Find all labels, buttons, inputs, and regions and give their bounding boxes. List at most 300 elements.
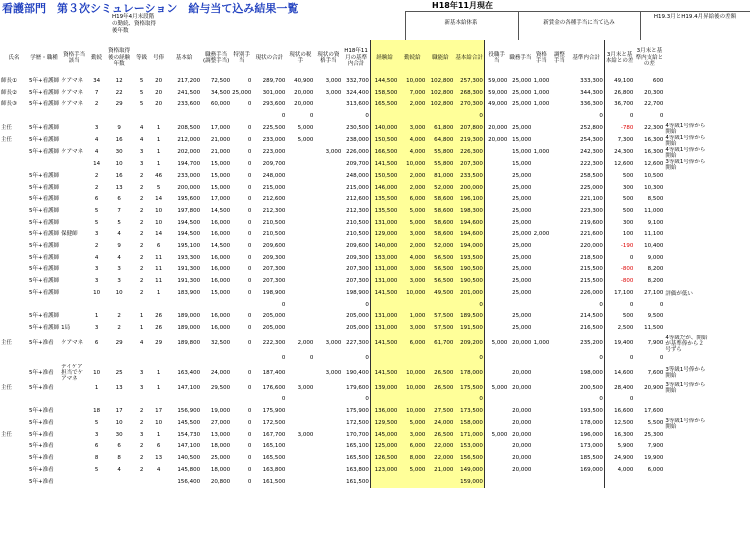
table-cell [0, 229, 28, 241]
table-cell: 5 [94, 466, 99, 473]
table-cell [28, 394, 60, 406]
table-cell: 324,400 [342, 88, 370, 100]
table-cell [0, 206, 28, 218]
table-cell: ケアマネ [61, 89, 84, 96]
table-cell: 0 [281, 113, 286, 120]
table-cell: 11,000 [644, 207, 664, 214]
table-cell: 210,500 [342, 229, 370, 241]
table-cell: 221,100 [568, 194, 604, 206]
table-cell: 0 [247, 478, 252, 485]
table-cell: -190 [620, 243, 634, 250]
table-cell [532, 183, 550, 195]
table-cell: 161,500 [262, 478, 286, 485]
table-cell [150, 394, 167, 406]
table-cell: 58,600 [426, 218, 454, 230]
table-cell: 12,500 [614, 419, 634, 426]
table-cell: 235,200 [568, 335, 604, 353]
table-cell: 166,500 [370, 147, 398, 159]
table-row [0, 183, 709, 195]
table-cell [105, 477, 133, 489]
table-cell: 主任 [1, 431, 13, 438]
table-cell: 2,000 [398, 241, 426, 253]
table-cell: 216,500 [568, 323, 604, 335]
table-cell: 22,000 [426, 441, 454, 453]
table-cell: 145,000 [370, 430, 398, 442]
table-cell: 212,000 [177, 136, 201, 143]
table-cell [550, 264, 568, 276]
table-cell: 29 [155, 339, 163, 346]
table-row [0, 288, 709, 300]
table-cell: 6 [117, 443, 121, 450]
table-row [0, 465, 709, 477]
table-cell: 268,300 [454, 88, 484, 100]
table-cell [484, 253, 508, 265]
table-cell [532, 394, 550, 406]
table-cell [60, 300, 88, 312]
table-cell: 212,300 [262, 207, 286, 214]
table-cell: 25,000 [232, 89, 252, 96]
table-cell: 0 [247, 136, 252, 143]
table-cell: 58,600 [426, 229, 454, 241]
table-cell: 8,500 [647, 196, 664, 203]
table-cell: 30 [115, 431, 123, 438]
table-cell: 2 [139, 231, 144, 238]
table-cell: 17 [115, 408, 123, 415]
table-cell: 20,000 [488, 136, 508, 143]
table-cell: 159,000 [454, 477, 484, 489]
table-cell: 0 [247, 339, 252, 346]
table-cell: 17 [155, 408, 163, 415]
table-cell: 0 [659, 354, 664, 361]
table-cell [532, 453, 550, 465]
table-cell: 5,000 [398, 206, 426, 218]
table-cell [314, 406, 342, 418]
table-cell [60, 253, 88, 265]
table-cell: 4 [139, 124, 144, 131]
table-cell: 55,800 [426, 159, 454, 171]
table-cell [484, 241, 508, 253]
table-cell: 0 [247, 431, 252, 438]
table-cell: 20,000 [512, 431, 532, 438]
table-cell [0, 276, 28, 288]
table-cell: 227,300 [342, 335, 370, 353]
table-cell [484, 159, 508, 171]
table-cell: 21,000 [426, 465, 454, 477]
table-cell [664, 194, 709, 206]
table-cell [664, 323, 709, 335]
table-cell: 131,000 [370, 264, 398, 276]
table-cell: 0 [309, 354, 314, 361]
col-header: 基本給合計 [454, 40, 484, 76]
table-cell [314, 300, 342, 312]
table-row [0, 147, 709, 159]
table-cell: 22,700 [644, 101, 664, 108]
table-cell: 500 [622, 172, 634, 179]
table-cell: 0 [247, 254, 252, 261]
table-cell: 210,500 [262, 219, 286, 226]
table-cell: 13,000 [210, 431, 231, 438]
table-cell: 2,000 [398, 183, 426, 195]
table-cell: 5年+看護師 [29, 101, 60, 108]
table-cell [398, 353, 426, 365]
table-cell: 6 [117, 196, 121, 203]
table-cell [664, 264, 709, 276]
table-cell: 2 [94, 101, 99, 108]
table-cell [370, 394, 398, 406]
page-title: 看護部門 第３次シミュレーション 給与当て込み結果一覧 [2, 2, 299, 15]
table-cell [568, 477, 604, 489]
table-cell: 6,000 [398, 335, 426, 353]
table-cell: 7,600 [647, 369, 664, 376]
table-cell: 207,300 [262, 266, 286, 273]
table-cell [60, 353, 88, 365]
table-cell: 5年+看護師 [29, 324, 60, 331]
table-cell: 102,800 [426, 99, 454, 111]
table-cell: 10,300 [644, 184, 664, 191]
table-cell [484, 406, 508, 418]
table-cell: 215,000 [262, 184, 286, 191]
table-cell: 0 [247, 78, 252, 84]
table-cell [150, 300, 167, 312]
table-cell: 242,300 [568, 147, 604, 159]
table-cell: 3,000 [398, 276, 426, 288]
table-cell: 205,000 [342, 323, 370, 335]
table-cell: 1,000 [533, 339, 550, 346]
table-cell: 14,500 [210, 207, 231, 214]
table-cell: 165,100 [342, 441, 370, 453]
table-cell [550, 206, 568, 218]
table-cell [370, 300, 398, 312]
table-cell: 195,600 [177, 196, 201, 203]
table-cell: 226,000 [342, 147, 370, 159]
table-cell: 24,900 [614, 455, 634, 462]
table-cell: 158,500 [370, 88, 398, 100]
table-cell [426, 300, 454, 312]
col-header: H18年11月の基準内合計 [342, 40, 370, 76]
table-cell: 140,000 [370, 123, 398, 135]
table-cell: 0 [342, 353, 370, 365]
table-cell: 0 [247, 184, 252, 191]
table-cell: 129,000 [370, 229, 398, 241]
table-cell [550, 253, 568, 265]
table-cell: 2 [139, 219, 144, 226]
table-cell: 10 [115, 160, 123, 167]
table-cell: 0 [247, 196, 252, 203]
table-cell: 0 [342, 394, 370, 406]
col-header: 学歴・職種 [30, 54, 58, 61]
table-cell [532, 323, 550, 335]
table-cell: 0 [454, 394, 484, 406]
table-cell [286, 418, 314, 430]
table-cell [314, 206, 342, 218]
table-cell: 220,000 [568, 241, 604, 253]
table-cell: 5,900 [617, 443, 634, 450]
table-cell: 219,600 [568, 218, 604, 230]
table-cell [484, 465, 508, 477]
table-cell [60, 241, 88, 253]
table-cell: 25,000 [512, 313, 532, 320]
table-cell: 3,000 [325, 89, 342, 96]
table-cell: 1,000 [398, 311, 426, 323]
table-cell [550, 88, 568, 100]
table-cell: 5 [94, 419, 99, 426]
table-cell: 198,900 [262, 289, 286, 296]
table-cell: 4 [117, 466, 121, 473]
table-cell [664, 453, 709, 465]
table-cell [201, 300, 231, 312]
table-cell [231, 300, 252, 312]
table-row [0, 406, 709, 418]
table-cell [664, 253, 709, 265]
table-cell [314, 159, 342, 171]
table-cell [484, 194, 508, 206]
table-cell: 0 [247, 148, 252, 155]
table-cell: 14 [155, 196, 163, 203]
table-cell: 20,900 [644, 384, 664, 391]
table-cell [532, 430, 550, 442]
table-cell: 129,500 [370, 418, 398, 430]
table-cell [0, 418, 28, 430]
table-cell: 141,500 [370, 335, 398, 353]
group-divider [518, 11, 519, 40]
table-cell: 22,300 [644, 124, 664, 131]
table-cell: 0 [247, 219, 252, 226]
table-row [0, 382, 709, 394]
table-cell [550, 183, 568, 195]
table-cell [60, 418, 88, 430]
table-cell [532, 311, 550, 323]
table-cell: 21,000 [210, 136, 231, 143]
table-cell: 0 [247, 443, 252, 450]
table-cell: 56,500 [426, 276, 454, 288]
table-cell [314, 135, 342, 147]
table-cell [484, 147, 508, 159]
table-cell: 156,900 [177, 408, 201, 415]
table-cell: ケアマネ [61, 78, 84, 84]
table-cell: 0 [454, 353, 484, 365]
table-cell: 0 [247, 369, 252, 376]
table-cell [314, 171, 342, 183]
diff-group-label: H19.3月とH19.4月昇給後の差額 [653, 14, 737, 20]
table-cell: 313,600 [342, 99, 370, 111]
table-row [0, 88, 709, 100]
table-cell: 221,600 [568, 229, 604, 241]
table-cell [508, 353, 532, 365]
table-cell: 215,500 [568, 264, 604, 276]
table-cell: 5年+准看 [29, 384, 54, 391]
table-cell [314, 453, 342, 465]
table-cell: 6,000 [398, 194, 426, 206]
table-cell: 238,000 [342, 135, 370, 147]
table-cell: 20,000 [294, 89, 314, 96]
table-cell: 222,300 [262, 339, 286, 346]
table-cell: 25,000 [512, 89, 532, 96]
table-cell [88, 394, 105, 406]
table-cell: 4,000 [398, 253, 426, 265]
table-cell [0, 241, 28, 253]
table-cell: 10,400 [644, 243, 664, 250]
table-cell: 29 [115, 339, 123, 346]
table-cell: -800 [620, 278, 634, 285]
table-cell [550, 147, 568, 159]
table-cell: 5,000 [491, 384, 508, 391]
table-cell: 215,500 [568, 276, 604, 288]
col-header: 資格手当 [535, 51, 547, 64]
table-cell [314, 123, 342, 135]
table-cell [286, 477, 314, 489]
table-cell: 25,000 [512, 254, 532, 261]
table-cell [0, 218, 28, 230]
table-cell [550, 194, 568, 206]
col-header: 等級 [136, 54, 148, 61]
table-cell: 25,000 [512, 184, 532, 191]
table-cell [314, 382, 342, 394]
table-cell: 194,500 [177, 231, 201, 238]
table-cell: 12,600 [614, 160, 634, 167]
table-cell: 161,500 [342, 477, 370, 489]
table-cell: 9,100 [647, 219, 664, 226]
table-cell: 25,000 [512, 172, 532, 179]
table-cell [0, 111, 28, 123]
table-cell: 163,400 [177, 369, 201, 376]
table-cell: 257,300 [454, 76, 484, 88]
table-cell [314, 465, 342, 477]
table-cell: 11 [155, 278, 163, 285]
col-header: 職能給 [426, 40, 454, 76]
table-cell [314, 477, 342, 489]
table-cell: 191,300 [177, 266, 201, 273]
table-cell: 3等級1号俸から開始 [665, 367, 706, 380]
table-cell: 0 [629, 254, 634, 261]
table-cell: 10,000 [398, 364, 426, 382]
table-cell [314, 194, 342, 206]
table-cell [60, 171, 88, 183]
table-cell [314, 229, 342, 241]
table-cell: 2,000 [533, 231, 550, 238]
table-cell [201, 353, 231, 365]
table-cell: 64,800 [426, 135, 454, 147]
table-row [0, 253, 709, 265]
table-cell: 5年+看護師 [29, 313, 60, 320]
table-cell [532, 477, 550, 489]
table-cell [664, 465, 709, 477]
table-cell: 10,500 [644, 172, 664, 179]
table-cell: 140,500 [177, 455, 201, 462]
table-cell [664, 241, 709, 253]
table-cell: 20 [155, 89, 163, 96]
table-cell: 123,000 [370, 465, 398, 477]
table-cell [0, 300, 28, 312]
table-cell: 5,000 [297, 136, 314, 143]
table-cell: 28,400 [614, 384, 634, 391]
table-cell [0, 264, 28, 276]
col-header: 現状の税手 [289, 51, 312, 64]
table-cell: 2 [117, 313, 121, 320]
table-cell: 156,500 [454, 453, 484, 465]
table-cell: 163,800 [342, 465, 370, 477]
table-cell: 1,000 [533, 89, 550, 96]
table-cell: 194,600 [454, 218, 484, 230]
table-cell [484, 323, 508, 335]
table-cell [60, 394, 88, 406]
table-cell [484, 171, 508, 183]
col-header: 現状の資格手当 [317, 51, 340, 64]
table-cell: 25,000 [512, 219, 532, 226]
table-cell [286, 288, 314, 300]
table-cell: 131,000 [370, 323, 398, 335]
table-cell: 193,500 [454, 253, 484, 265]
table-cell: 0 [247, 408, 252, 415]
table-cell [286, 159, 314, 171]
table-cell: 10,000 [398, 76, 426, 88]
table-cell: 200,000 [454, 183, 484, 195]
table-cell: 194,500 [177, 219, 201, 226]
table-cell: 30 [115, 148, 123, 155]
table-cell: 16,300 [644, 148, 664, 155]
table-cell [105, 300, 133, 312]
table-cell [167, 394, 201, 406]
table-cell: 5年+准看 [29, 443, 54, 450]
table-cell: 81,000 [426, 171, 454, 183]
table-cell: 0 [247, 101, 252, 108]
table-cell: 25,000 [512, 78, 532, 84]
table-cell [550, 477, 568, 489]
table-cell [550, 353, 568, 365]
table-cell: 1 [156, 148, 161, 155]
table-cell: 207,300 [454, 159, 484, 171]
table-cell: 16,300 [644, 136, 664, 143]
table-cell: 136,000 [370, 406, 398, 418]
table-cell: 126,500 [370, 453, 398, 465]
table-cell: 209,700 [342, 159, 370, 171]
table-cell [60, 111, 88, 123]
table-cell [60, 194, 88, 206]
table-cell: 233,600 [177, 101, 201, 108]
table-cell [550, 241, 568, 253]
table-cell: 193,500 [568, 406, 604, 418]
table-cell: 57,500 [426, 323, 454, 335]
table-cell [634, 477, 664, 489]
table-cell [550, 364, 568, 382]
table-cell [398, 111, 426, 123]
table-cell: 5年+看護師 [29, 136, 60, 143]
table-cell: 3 [94, 278, 99, 285]
table-cell [167, 353, 201, 365]
table-cell: 保健師 [61, 231, 78, 238]
table-cell: 194,000 [454, 241, 484, 253]
table-cell [550, 123, 568, 135]
table-cell: 5年+看護師 [29, 278, 60, 285]
table-cell [286, 364, 314, 382]
table-row [0, 353, 709, 365]
table-cell: 24,000 [426, 418, 454, 430]
table-cell: 2 [139, 278, 144, 285]
table-cell: 1 [156, 369, 161, 376]
table-cell: 1 [156, 431, 161, 438]
table-cell: 0 [454, 111, 484, 123]
table-cell: 202,000 [177, 148, 201, 155]
table-cell: 209,600 [342, 241, 370, 253]
table-cell: 2 [139, 289, 144, 296]
table-cell: 19,900 [644, 455, 664, 462]
table-cell [0, 183, 28, 195]
table-cell [664, 218, 709, 230]
table-cell: 15,000 [210, 160, 231, 167]
table-cell: 135,500 [370, 194, 398, 206]
table-cell: 167,700 [262, 431, 286, 438]
table-cell [532, 276, 550, 288]
table-cell: 0 [247, 455, 252, 462]
